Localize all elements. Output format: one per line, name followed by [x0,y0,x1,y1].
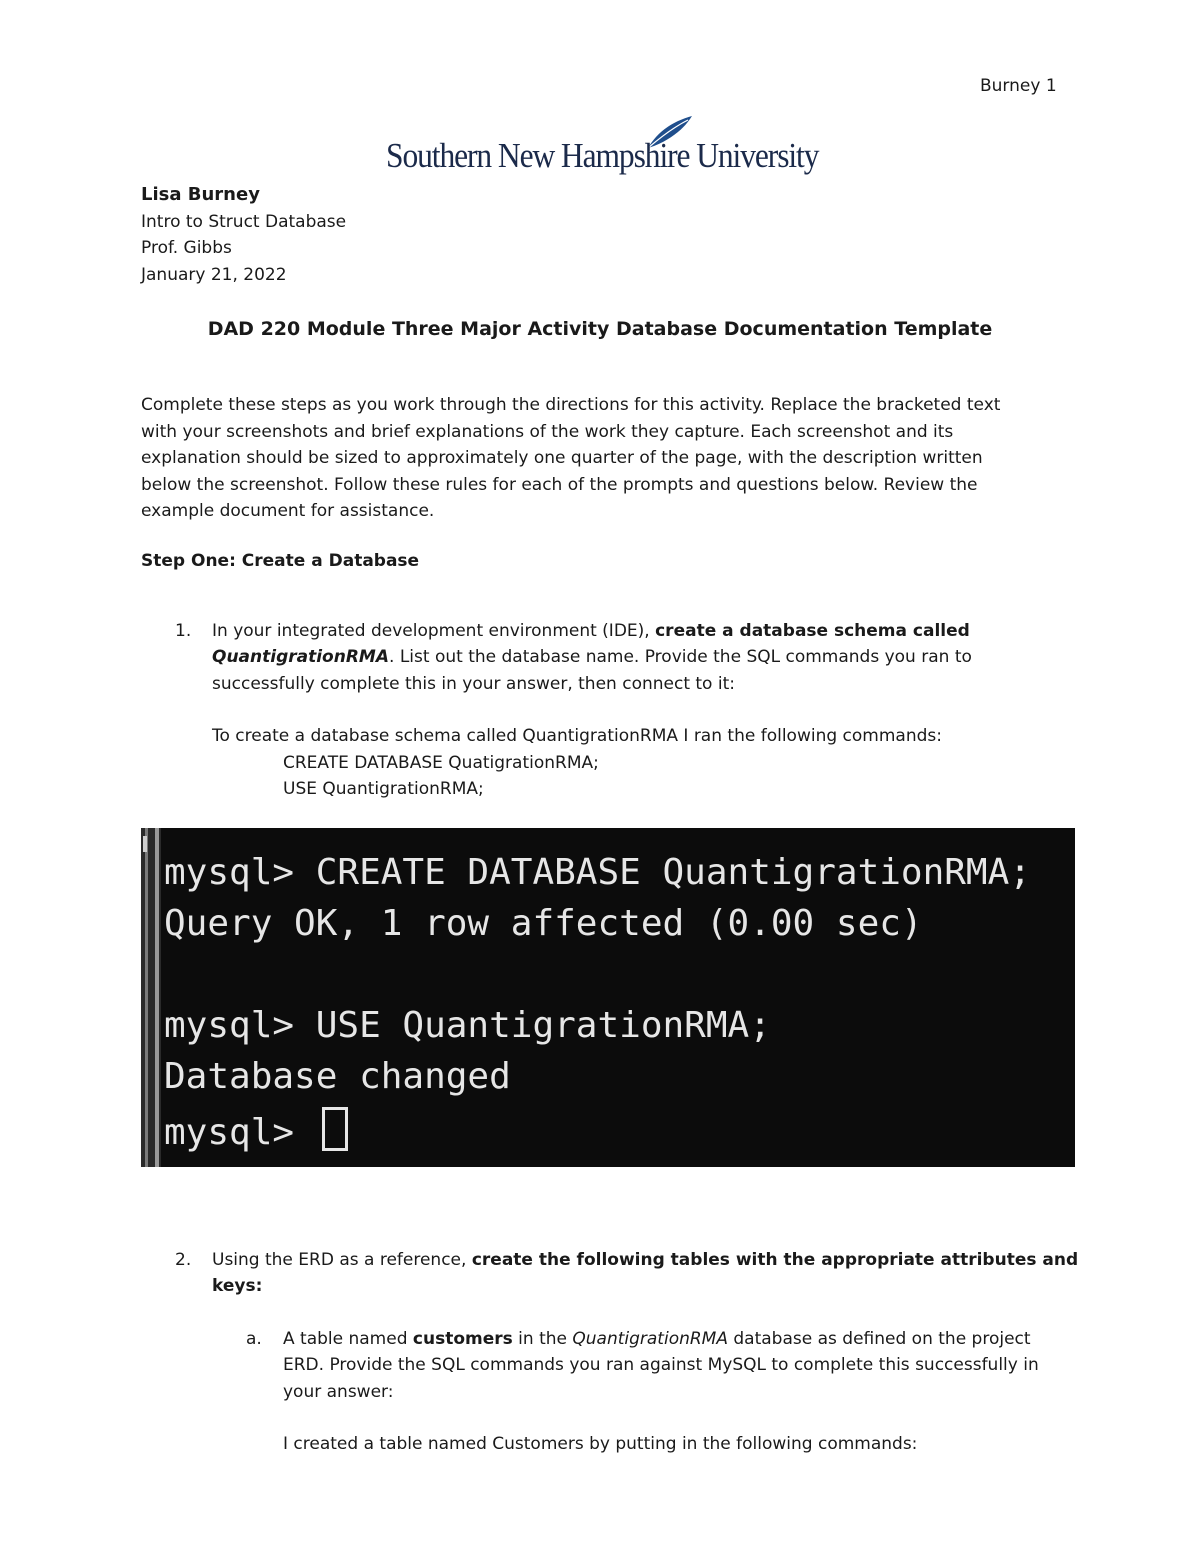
sql-command: CREATE DATABASE QuatigrationRMA; [283,753,599,773]
gutter-line [145,828,148,1167]
item1-text: . List out the database name. Provide the SQL commands you ran to [389,647,972,667]
item1-text: In your integrated development environment (IDE), [212,621,656,641]
database-name: QuantigrationRMA [212,647,390,667]
document-date: January 21, 2022 [141,265,287,285]
database-name: QuantigrationRMA [572,1329,728,1349]
item2a-line2: ERD. Provide the SQL commands you ran against MySQL to complete this successfully in [283,1355,1039,1375]
item2a-text: in the [512,1329,573,1349]
terminal-gutter [141,828,161,1167]
list-letter: a. [246,1329,262,1349]
item2a-line3: your answer: [283,1382,394,1402]
terminal-screenshot [141,828,1075,1167]
item2a-text: database as defined on the project [727,1329,1031,1349]
terminal-prompt: mysql> [164,1112,316,1153]
gutter-line [155,828,159,1167]
terminal-line: mysql> USE QuantigrationRMA; [164,1005,771,1046]
terminal-cursor [322,1107,348,1151]
item2-text: Using the ERD as a reference, [212,1250,472,1270]
item2a-line1 [283,1329,1031,1349]
item1-line3: successfully complete this in your answer, then connect to it: [212,674,735,694]
item1-answer: To create a database schema called QuantigrationRMA I ran the following commands: [212,726,942,746]
table-name: customers [412,1329,513,1349]
university-logo [386,112,819,184]
instructions-line: explanation should be sized to approximately one quarter of the page, with the description written [141,448,983,468]
list-number: 1. [175,621,192,641]
item1-line1 [212,621,970,641]
running-head: Burney 1 [980,76,1057,96]
instructions-paragraph [141,392,1061,525]
item1-bold-text: create a database schema called [655,621,970,641]
item2-bold-text: keys: [212,1276,263,1296]
item2-line1 [212,1250,1078,1270]
logo-wordmark: Southern New Hampshire University [386,136,819,175]
item2-bold-text: create the following tables with the appropriate attributes and [471,1250,1079,1270]
instructions-line: below the screenshot. Follow these rules for each of the prompts and questions below. Review the [141,474,978,495]
instructions-line: example document for assistance. [141,501,435,521]
professor-name: Prof. Gibbs [141,238,232,258]
terminal-prompt-line [164,1107,348,1153]
terminal-line: mysql> CREATE DATABASE QuantigrationRMA; [164,852,1031,893]
terminal-line: Query OK, 1 row affected (0.00 sec) [164,903,923,944]
item2a-text: A table named [283,1329,413,1349]
course-name: Intro to Struct Database [141,212,347,232]
author-name: Lisa Burney [141,184,260,205]
terminal-line: Database changed [164,1056,511,1097]
document-title: DAD 220 Module Three Major Activity Database Documentation Template [207,318,993,340]
step-one-heading: Step One: Create a Database [141,551,420,571]
item2a-answer: I created a table named Customers by putting in the following commands: [283,1434,918,1454]
item1-line2 [212,647,972,667]
sql-command: USE QuantigrationRMA; [283,779,484,799]
gutter-mark [143,836,147,852]
instructions-line: Complete these steps as you work through the directions for this activity. Replace the bracketed text [141,395,1001,415]
list-number: 2. [175,1250,192,1270]
item2-line2 [212,1276,262,1296]
instructions-line: with your screenshots and brief explanations of the work they capture. Each screenshot and its [141,421,954,442]
